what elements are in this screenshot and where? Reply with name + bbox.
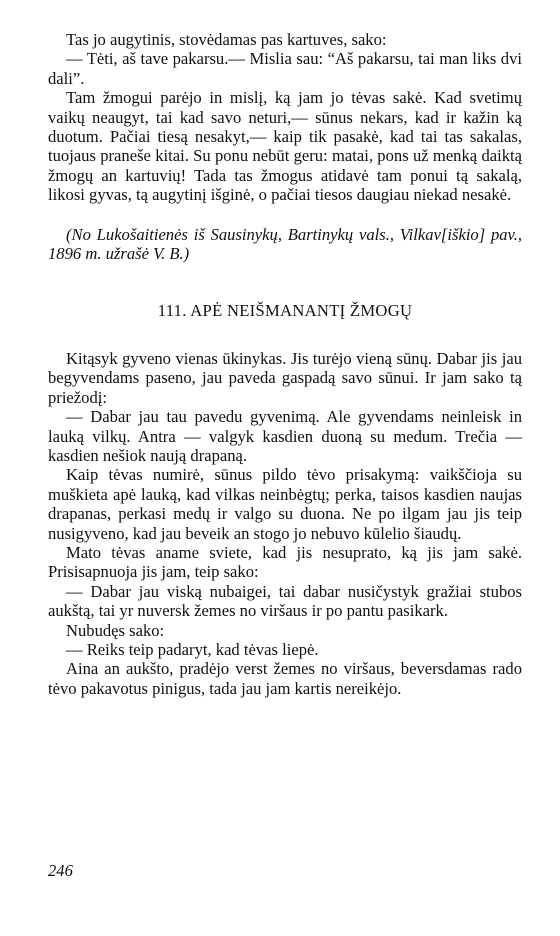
source-note: (No Lukošaitienės iš Sausinykų, Bartinykų vals., Vilkav[iškio] pav., 1896 m. užrašė V. B.) (48, 224, 522, 264)
paragraph: Kaip tėvas numirė, sūnus pildo tėvo prisakymą: vaikščioja su muškieta apė lauką, kad vilkas neinbėgtų; perka, taisos kasdien naujas drapanas, perkasi medų ir valgo su duona. Ne po ilgam jau jis teip nusigyveno, kad jau beveik an stogo jo nebuvo kūlelio šiaudų. (48, 465, 522, 543)
paragraph: Tas jo augytinis, stovėdamas pas kartuves, sako: (66, 30, 387, 49)
paragraph: — Dabar jau viską nubaigei, tai dabar nusičystyk gražiai stubos aukštą, tai yr nuversk žemes no viršaus ir po pantu pasikark. (48, 581, 522, 621)
paragraph: Tam žmogui parėjo in mislį, ką jam jo tėvas sakė. Kad svetimų vaikų neaugyt, tai kad savo neturi,— sūnus nekars, kad ir kažin ką duotum. Pačiai tiesą nesakyt,— kaip tik pasakė, kad tai tas sakalas, tuojaus praneše kitai. Su ponu nebūt geru: matai, pons už menką daiktą žmogų an kartuvių! Tada tas žmogus atidavė tam ponui tą sakalą, likosi gyvas, tą augytinį išginė, o pačiai tiesos daugiau niekad nesakė. (48, 88, 522, 205)
paragraph: Aina an aukšto, pradėjo verst žemes no viršaus, beversdamas rado tėvo pakavotus pinigus, tada jau jam kartis nereikėjo. (48, 659, 522, 698)
page-number: 246 (48, 861, 73, 880)
paragraph: — Reiks teip padaryt, kad tėvas liepė. (66, 639, 319, 659)
story-heading: 111. APĖ NEIŠMANANTĮ ŽMOGŲ (157, 301, 413, 321)
paragraph: — Tėti, aš tave pakarsu.— Mislia sau: “Aš pakarsu, tai man liks dvi dali”. (48, 49, 522, 88)
paragraph: — Dabar jau tau pavedu gyvenimą. Ale gyvendams neinleisk in lauką vilkų. Antra — valgyk kasdien duoną su medum. Trečia — kasdien nešiok naują drapaną. (48, 407, 522, 465)
page-body (48, 30, 522, 698)
paragraph: Nubudęs sako: (66, 620, 165, 640)
paragraph: Mato tėvas aname sviete, kad jis nesuprato, ką jis jam sakė. Prisisapnuoja jis jam, teip sako: (48, 542, 522, 582)
paragraph: Kitąsyk gyveno vienas ūkinykas. Jis turėjo vieną sūnų. Dabar jis jau begyvendams paseno, jau paveda gaspadą savo sūnui. Ir jam sako tą priežodį: (48, 348, 522, 407)
